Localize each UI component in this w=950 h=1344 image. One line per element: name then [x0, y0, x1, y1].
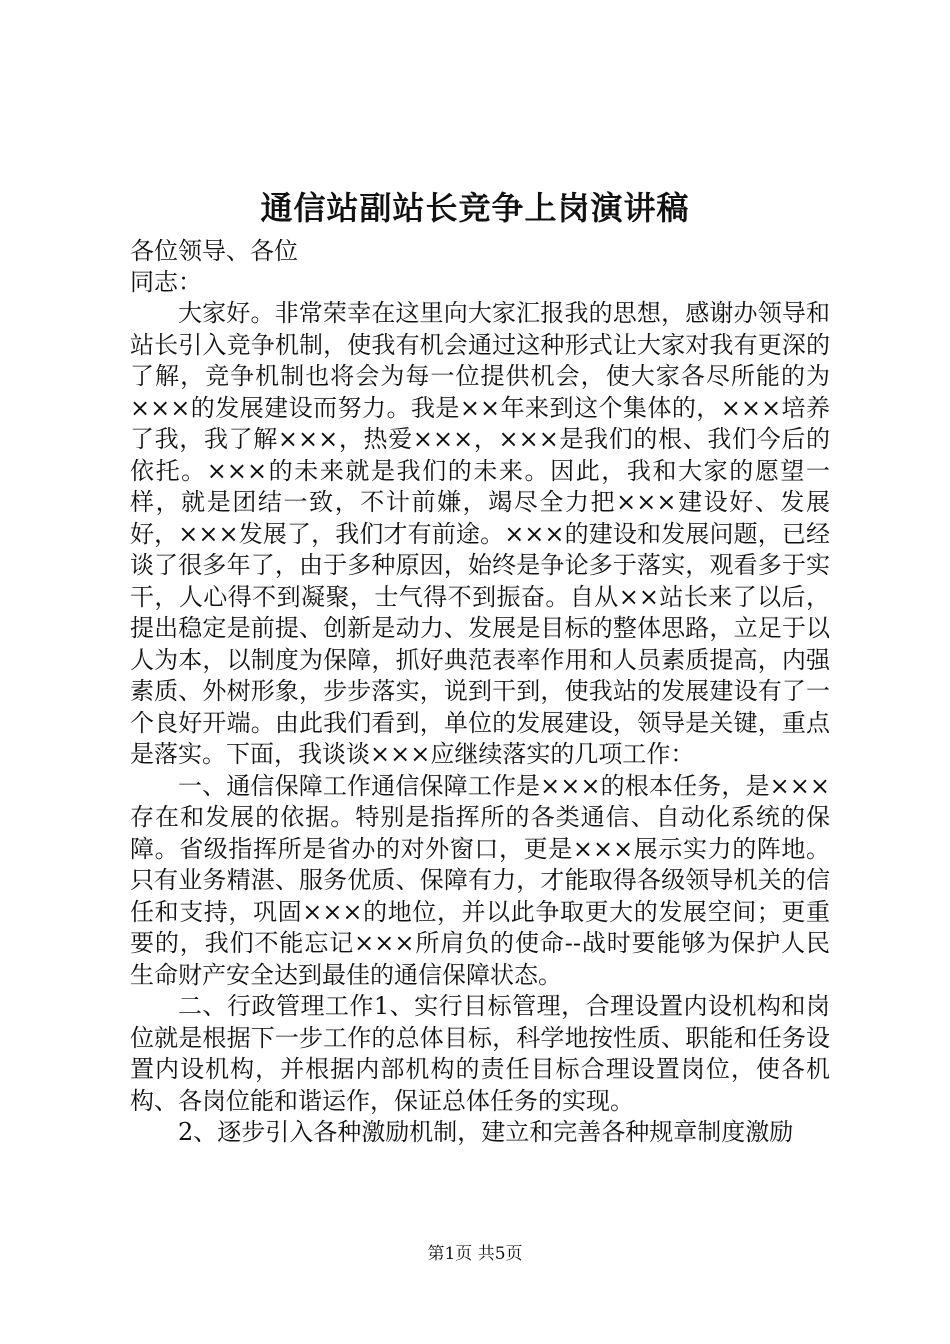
document-body [130, 298, 830, 1149]
document-title: 通信站副站长竞争上岗演讲稿 [260, 189, 690, 227]
paragraph-opening: 大家好。非常荣幸在这里向大家汇报我的思想，感谢办领导和站长引入竞争机制，使我有机会通过这种形式让大家对我有更深的了解，竞争机制也将会为每一位提供机会，使大家各尽所能的为×××的发展建设而努力。我是××年来到这个集体的，×××培养了我，我了解×××，热爱×××，×××是我们的根、我们今后的依托。×××的未来就是我们的未来。因此，我和大家的愿望一样，就是团结一致，不计前嫌，竭尽全力把×××建设好、发展好，×××发展了，我们才有前途。×××的建设和发展问题，已经谈了很多年了，由于多种原因，始终是争论多于落实，观看多于实干，人心得不到凝聚，士气得不到振奋。自从××站长来了以后，提出稳定是前提、创新是动力、发展是目标的整体思路，立足于以人为本，以制度为保障，抓好典范表率作用和人员素质提高，内强素质、外树形象，步步落实，说到干到，使我站的发展建设有了一个良好开端。由此我们看到，单位的发展建设，领导是关键，重点是落实。下面，我谈谈×××应继续落实的几项工作： [130, 299, 830, 768]
paragraph-section-2-item-2: 2、逐步引入各种激励机制，建立和完善各种规章制度激励 [178, 1118, 794, 1146]
paragraph-section-1: 一、通信保障工作通信保障工作是×××的根本任务，是×××存在和发展的依据。特别是指挥所的各类通信、自动化系统的保障。省级指挥所是省办的对外窗口，更是×××展示实力的阵地。只有业务精湛、服务优质、保障有力，才能取得各级领导机关的信任和支持，巩固×××的地位，并以此争取更大的发展空间；更重要的，我们不能忘记×××所肩负的使命--战时要能够为保护人民生命财产安全达到最佳的通信保障状态。 [130, 771, 830, 989]
salutation-line-2: 同志： [130, 268, 202, 296]
page-footer: 第1页 共5页 [427, 1244, 523, 1264]
paragraph-section-2: 二、行政管理工作1、实行目标管理，合理设置内设机构和岗位就是根据下一步工作的总体目标，科学地按性质、职能和任务设置内设机构，并根据内部机构的责任目标合理设置岗位，使各机构、各岗位能和谐运作，保证总体任务的实现。 [130, 992, 830, 1115]
salutation-line-1: 各位领导、各位 [130, 237, 298, 265]
